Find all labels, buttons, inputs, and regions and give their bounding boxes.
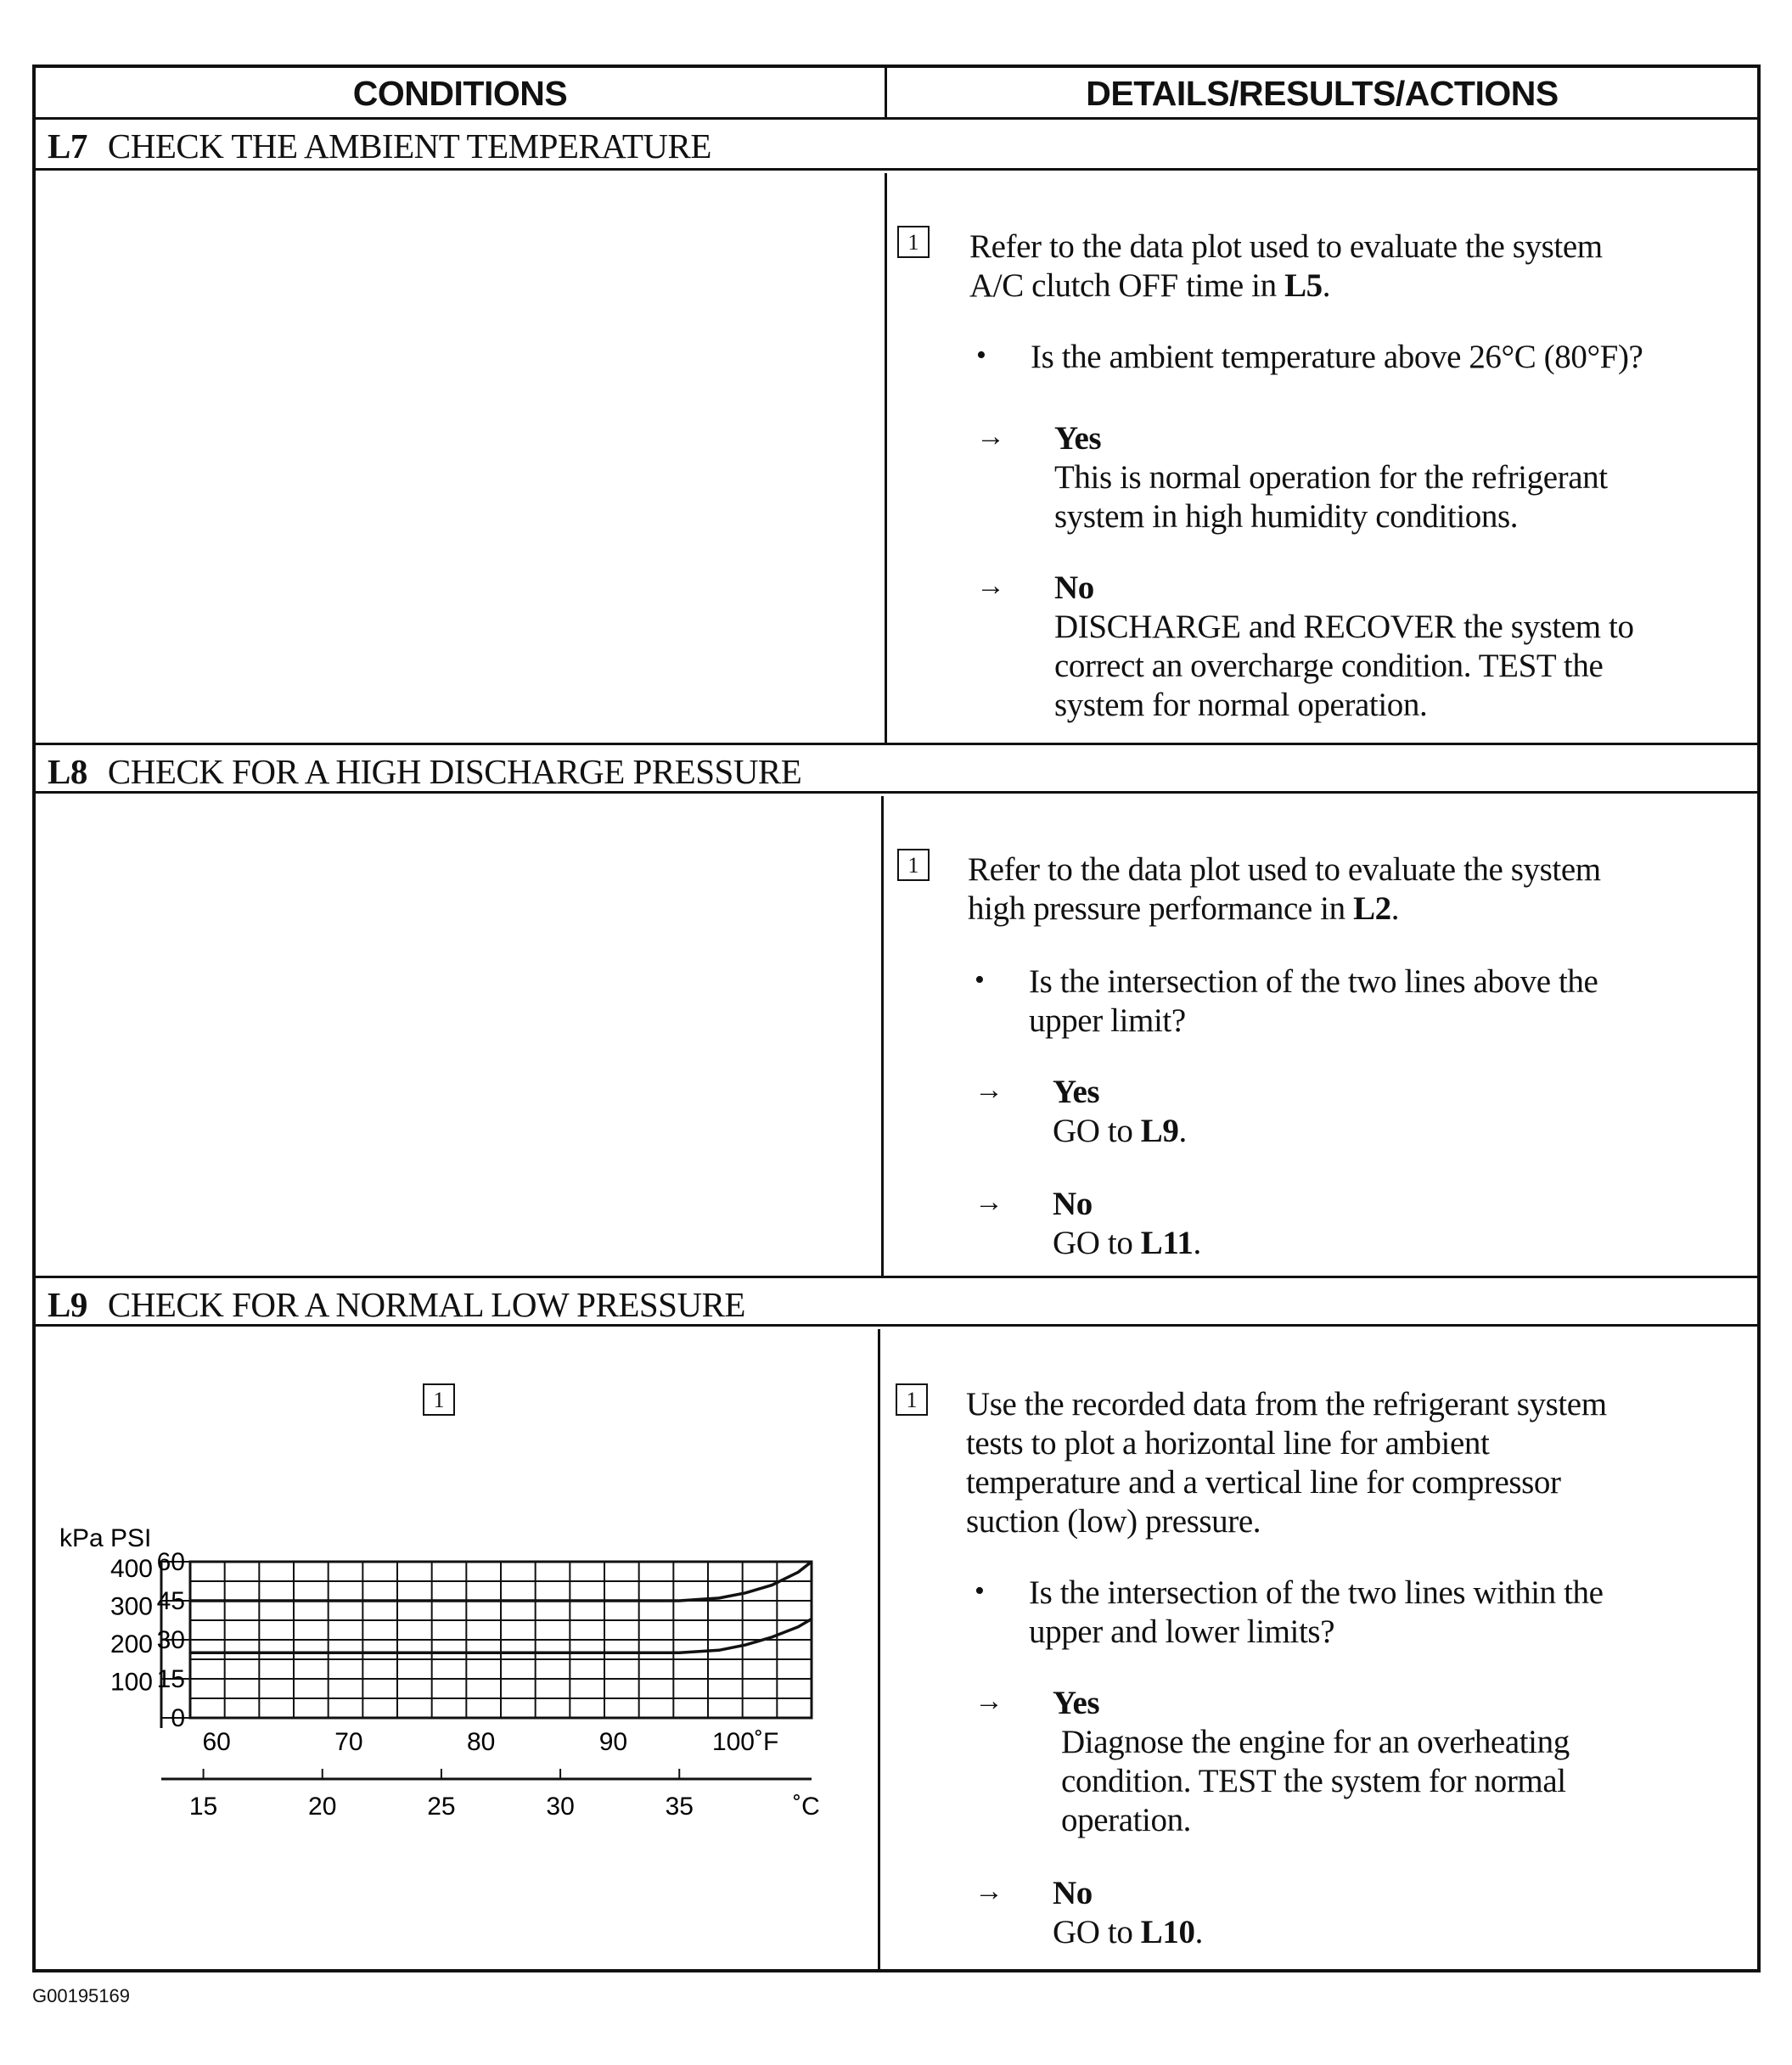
celsius-tick-label: 15 [188, 1793, 218, 1821]
column-divider [878, 1329, 880, 1972]
text-line [968, 889, 1601, 929]
fahrenheit-tick-label: 100˚F [711, 1728, 779, 1756]
text-line [969, 267, 1603, 306]
header-divider [36, 68, 1757, 120]
step-reference: L9 [1140, 1113, 1179, 1149]
bullet-icon: • [975, 1575, 985, 1607]
pressure-temperature-chart [51, 1511, 832, 1901]
text-span: A/C clutch OFF time in [969, 267, 1285, 304]
conditions-header: CONDITIONS [352, 74, 568, 113]
l7-question: Is the ambient temperature above 26°C (80°F)? [1031, 339, 1643, 375]
text-line: DISCHARGE and RECOVER the system to [1054, 609, 1634, 645]
l9-question [1029, 1574, 1604, 1652]
column-divider [881, 796, 884, 1276]
step-number-box: 1 [423, 1383, 455, 1416]
chart-svg [51, 1511, 832, 1901]
section-l9-header [36, 1276, 1757, 1327]
bullet-icon: • [976, 339, 986, 371]
text-line: This is normal operation for the refrigerant [1054, 459, 1608, 496]
l8-yes-result [1053, 1073, 1187, 1151]
text-span: . [1322, 267, 1331, 304]
text-span: high pressure performance in [968, 890, 1354, 927]
step-reference: L2 [1353, 890, 1391, 927]
text-line: temperature and a vertical line for compressor [966, 1464, 1561, 1501]
text-line [1053, 1913, 1203, 1952]
step-number-box: 1 [897, 226, 930, 258]
arrow-right-icon: → [975, 1187, 1003, 1218]
section-code: L8 [48, 752, 87, 791]
celsius-tick-label: 25 [427, 1793, 456, 1821]
l7-yes-result [1054, 419, 1608, 536]
kpa-tick-label: 400 [110, 1555, 153, 1584]
l8-question [1029, 962, 1598, 1041]
section-l8-header [36, 743, 1757, 794]
step-reference: L5 [1284, 267, 1323, 304]
text-line [1053, 1224, 1201, 1263]
text-line: condition. TEST the system for normal [1061, 1763, 1566, 1799]
psi-tick-label: 45 [156, 1587, 185, 1615]
text-span: . [1178, 1113, 1187, 1149]
arrow-right-icon: → [976, 421, 1005, 452]
arrow-right-icon: → [975, 1075, 1003, 1106]
celsius-unit-label: ˚C [793, 1793, 820, 1821]
section-title: CHECK FOR A HIGH DISCHARGE PRESSURE [107, 752, 802, 791]
l7-intro [969, 227, 1603, 306]
text-line: operation. [1061, 1802, 1192, 1838]
bullet-icon: • [975, 964, 985, 996]
step-reference: L10 [1140, 1914, 1195, 1950]
psi-tick-label: 30 [156, 1626, 185, 1654]
no-label: No [1054, 570, 1094, 606]
psi-tick-label: 0 [171, 1704, 185, 1732]
section-title: CHECK THE AMBIENT TEMPERATURE [107, 126, 711, 166]
psi-tick-label: 15 [156, 1665, 185, 1693]
text-line: Is the intersection of the two lines above the [1029, 963, 1598, 1000]
text-line: system for normal operation. [1054, 687, 1428, 723]
text-line: Is the intersection of the two lines within the [1029, 1574, 1604, 1611]
l9-yes-result [1053, 1684, 1570, 1840]
l7-no-result [1054, 569, 1634, 725]
step-number-box: 1 [897, 849, 930, 881]
text-line: tests to plot a horizontal line for ambient [966, 1425, 1490, 1462]
fahrenheit-tick-label: 90 [598, 1728, 628, 1756]
text-span: . [1193, 1225, 1201, 1261]
psi-tick-label: 60 [156, 1548, 185, 1576]
text-line: Refer to the data plot used to evaluate the system [968, 851, 1601, 888]
step-number-box: 1 [896, 1383, 928, 1416]
l9-intro [966, 1385, 1607, 1541]
fahrenheit-tick-label: 80 [466, 1728, 496, 1756]
text-line: suction (low) pressure. [966, 1503, 1261, 1540]
text-line: Use the recorded data from the refrigerant system [966, 1386, 1607, 1422]
no-label: No [1053, 1186, 1093, 1222]
details-header: DETAILS/RESULTS/ACTIONS [1086, 74, 1559, 113]
column-divider [885, 68, 887, 120]
section-code: L7 [48, 126, 87, 166]
yes-label: Yes [1053, 1685, 1100, 1721]
kpa-tick-label: 200 [110, 1630, 153, 1659]
column-divider [885, 173, 887, 743]
yes-label: Yes [1053, 1074, 1100, 1110]
arrow-right-icon: → [975, 1876, 1003, 1907]
text-line: correct an overcharge condition. TEST the [1054, 648, 1604, 684]
kpa-tick-label: 300 [110, 1592, 153, 1621]
l8-no-result [1053, 1185, 1201, 1263]
units-label: kPa PSI [59, 1524, 152, 1552]
arrow-right-icon: → [976, 570, 1005, 602]
text-span: . [1390, 890, 1400, 927]
section-code: L9 [48, 1285, 87, 1324]
figure-code: G00195169 [32, 1985, 130, 2006]
text-span: GO to [1053, 1914, 1141, 1950]
celsius-tick-label: 30 [546, 1793, 575, 1821]
text-line: upper limit? [1029, 1002, 1186, 1039]
kpa-tick-label: 100 [110, 1668, 153, 1697]
step-reference: L11 [1140, 1225, 1194, 1261]
fahrenheit-tick-label: 60 [202, 1728, 231, 1756]
l8-intro [968, 850, 1601, 929]
celsius-tick-label: 20 [308, 1793, 337, 1821]
l9-no-result [1053, 1874, 1203, 1952]
text-line: Diagnose the engine for an overheating [1061, 1724, 1570, 1760]
section-title: CHECK FOR A NORMAL LOW PRESSURE [107, 1285, 745, 1324]
arrow-right-icon: → [975, 1686, 1003, 1717]
text-line: Refer to the data plot used to evaluate the system [969, 228, 1603, 265]
text-span: . [1194, 1914, 1203, 1950]
celsius-tick-label: 35 [665, 1793, 694, 1821]
text-span: GO to [1053, 1225, 1141, 1261]
no-label: No [1053, 1875, 1093, 1911]
section-l7-header [36, 120, 1757, 171]
yes-label: Yes [1054, 420, 1102, 457]
text-line [1053, 1112, 1187, 1151]
text-line: upper and lower limits? [1029, 1613, 1335, 1650]
text-line: system in high humidity conditions. [1054, 498, 1519, 535]
text-span: GO to [1053, 1113, 1141, 1149]
fahrenheit-tick-label: 70 [334, 1728, 363, 1756]
